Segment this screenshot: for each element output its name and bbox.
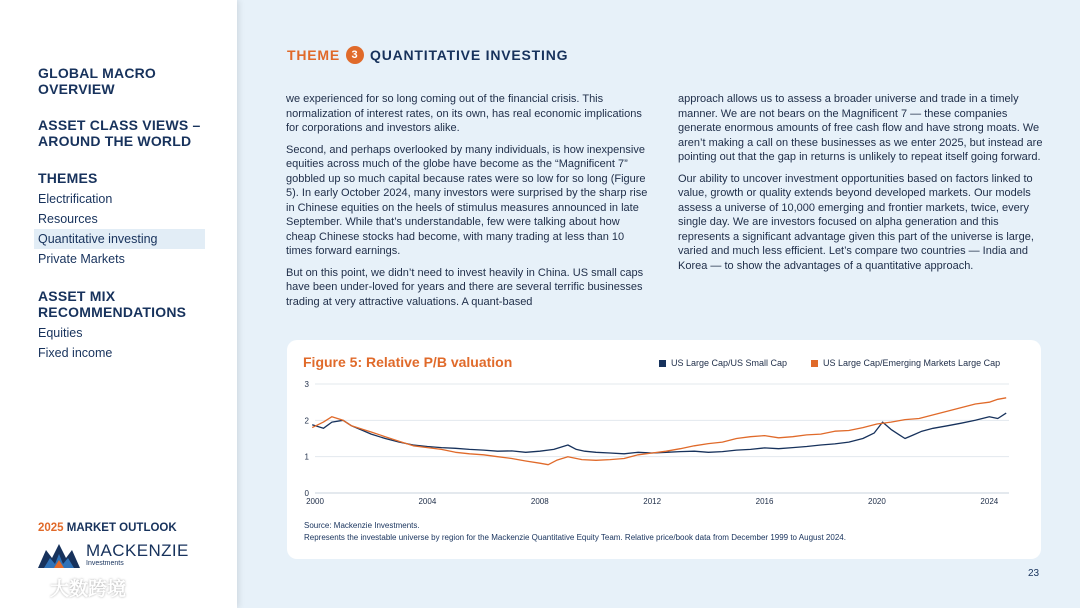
theme-word: THEME [287, 47, 340, 63]
nav-heading-asset-class[interactable]: ASSET CLASS VIEWS – AROUND THE WORLD [38, 117, 201, 149]
watermark-icon [6, 577, 46, 599]
body-paragraph: we experienced for so long coming out of the financial crisis. This normalization of interest rates, on its own, has real economic implications for corporations and investors alike. [286, 93, 642, 134]
series-line-us-large-small [312, 413, 1006, 454]
body-paragraph: Second, and perhaps overlooked by many individuals, is how inexpensive equities across much of the globe have become as the “Magnificent 7” gobbled up so much capital because rates were so low for so long (Figure 5). In early October 2024, many investors were surprised by the sharp rise in Chinese equities on the heels of stimulus measures announced in late September. While that’s understandable, few were talking about how cheap Chinese stocks had become, with many trading at less than 10 times forward earnings. [286, 143, 648, 257]
nav-heading-global-macro[interactable]: GLOBAL MACRO OVERVIEW [38, 65, 157, 97]
y-tick-label: 1 [304, 452, 309, 462]
nav-item-equities[interactable]: Equities [38, 326, 83, 340]
nav-item-electrification[interactable]: Electrification [38, 192, 113, 206]
logo-name: MACKENZIE [86, 541, 189, 560]
body-paragraph: approach allows us to assess a broader universe and trade in a timely manner. We are not bears on the Magnificent 7 — these companies generate enormous amounts of free cash flow and have strong moats. We aren’t making a call on these businesses as we enter 2025, but instead are pointing out that the gap in returns is unlikely to repeat itself going forward. [678, 93, 1043, 163]
nav-item-private-markets[interactable]: Private Markets [38, 252, 125, 266]
chart-title: Figure 5: Relative P/B valuation [303, 354, 513, 370]
market-outlook-label [38, 522, 177, 534]
body-paragraph: Our ability to uncover investment opportunities based on factors linked to value, growth or quality extends beyond developed markets. Our models assess a universe of 10,000 emerging and frontier markets, twice, every single day. We are investors focused on alpha generation and this represents a significant advantage given this part of the universe is large, varied and much less efficient. Let’s compare two countries — India and Korea — to show the advantages of a quantitative approach. [678, 172, 1034, 272]
theme-heading [287, 46, 568, 64]
x-tick-label: 2008 [530, 497, 549, 506]
mackenzie-logo-icon [38, 542, 80, 568]
x-tick-label: 2004 [418, 497, 437, 506]
body-paragraph: But on this point, we didn’t need to invest heavily in China. US small caps have been under-loved for years and there are several terrific businesses trading at very attractive valuations. A quant-based [286, 266, 644, 308]
nav-section-global-macro [38, 65, 208, 97]
body-column-right [678, 92, 1048, 280]
x-tick-label: 2000 [306, 497, 324, 506]
body-column-left [286, 92, 652, 316]
outlook-text: MARKET OUTLOOK [66, 522, 177, 534]
theme-number-badge: 3 [346, 46, 364, 64]
logo-sub: Investments [86, 560, 124, 567]
relative-pb-chart [287, 340, 1041, 520]
series-line-us-large-em [312, 398, 1006, 465]
y-tick-label: 0 [304, 489, 309, 498]
nav-section-themes [38, 170, 208, 269]
nav-section-asset-mix [38, 288, 208, 363]
chart-source [304, 520, 846, 543]
outlook-year: 2025 [38, 522, 64, 534]
page-number: 23 [1028, 568, 1040, 579]
x-tick-label: 2020 [868, 497, 886, 506]
nav-section-asset-class [38, 117, 208, 149]
legend-label: US Large Cap/US Small Cap [671, 358, 788, 368]
nav-heading-asset-mix[interactable]: ASSET MIX RECOMMENDATIONS [38, 288, 187, 320]
x-tick-label: 2016 [755, 497, 774, 506]
source-note: Represents the investable universe by region for the Mackenzie Quantitative Equity Team. Relative price/book data from December 1999 to August 2024. [304, 532, 846, 542]
nav-item-resources[interactable]: Resources [38, 212, 98, 226]
y-tick-label: 3 [304, 380, 309, 389]
theme-name: QUANTITATIVE INVESTING [370, 47, 569, 63]
watermark-text: 大数跨境 [50, 579, 127, 600]
x-tick-label: 2024 [980, 497, 999, 506]
legend-label: US Large Cap/Emerging Markets Large Cap [823, 358, 1001, 368]
nav-item-fixed-income[interactable]: Fixed income [38, 346, 113, 360]
mackenzie-logo [38, 542, 189, 568]
chart-card [287, 340, 1041, 559]
nav-item-quantitative-investing[interactable]: Quantitative investing [34, 229, 205, 249]
y-tick-label: 2 [304, 416, 309, 426]
watermark [6, 574, 126, 601]
sidebar-nav [0, 0, 237, 608]
nav-heading-themes[interactable]: THEMES [38, 170, 98, 186]
source-text: Source: Mackenzie Investments. [304, 521, 420, 530]
x-tick-label: 2012 [643, 497, 662, 506]
